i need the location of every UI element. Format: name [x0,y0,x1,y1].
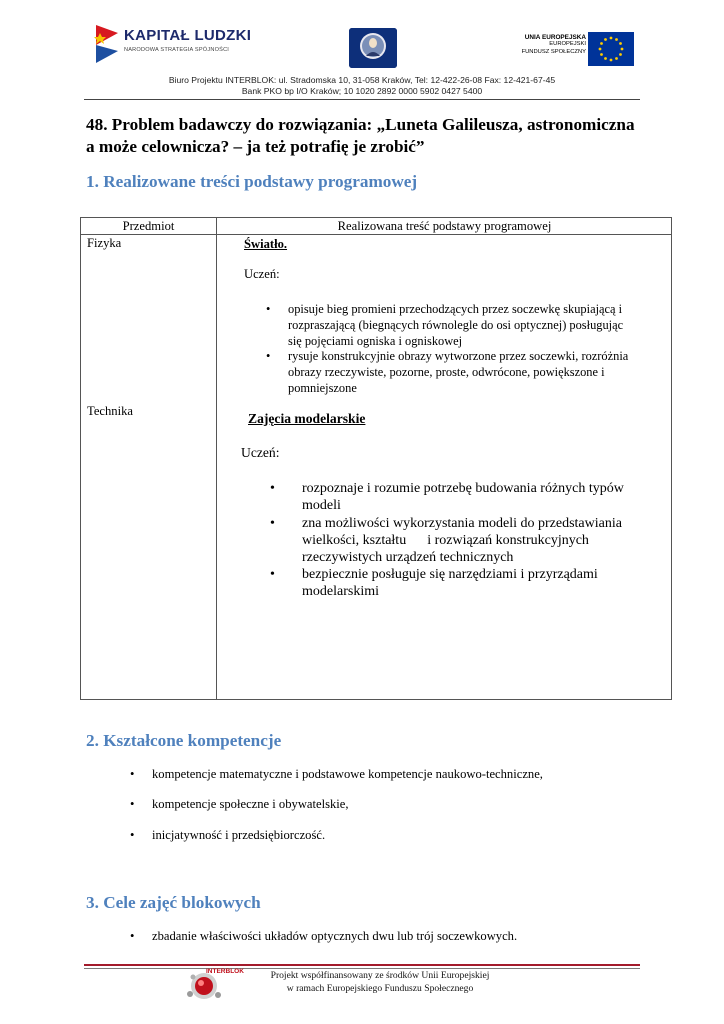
eu-flag-logo [510,32,634,68]
section2-heading: 2. Kształcone kompetencje [86,731,282,750]
bullet1-1-line2: rozpraszającą (biegnących równolegle do osi optycznej) posługując [288,318,624,332]
section3-heading: 3. Cele zajęć blokowych [86,893,261,912]
school-emblem-icon [349,28,397,68]
topic-modelling: Zajęcia modelarskie [248,411,366,426]
bank-line: Bank PKO bp I/O Kraków; 10 1020 2892 0000 5902 0427 5400 [241,86,483,96]
address-line: Biuro Projektu INTERBLOK: ul. Stradomska 10, 31-058 Kraków, Tel: 12-422-26-08 Fax: 12-421-67-45 [168,75,556,85]
competence-2: kompetencje społeczne i obywatelskie, [152,797,349,811]
list-item: • bezpiecznie posługuje się narzędziami i przyrządami modelarskimi [270,567,598,599]
table-header-content: Realizowana treść podstawy programowej [337,219,552,233]
bullet1-2-line1: rysuje konstrukcyjnie obrazy wytworzone przez soczewki, rozróżnia [288,349,629,363]
list-item: • zbadanie właściwości układów optycznych dwu lub trój soczewkowych. [130,929,518,943]
topic-light: Światło. [244,237,288,251]
bullet1-2-line2: obrazy rzeczywiste, pozorne, proste, odwrócone, powiększone i [288,365,605,379]
competence-3: inicjatywność i przedsiębiorczość. [152,828,326,842]
bullet2-1-line1: rozpoznaje i rozumie potrzebę budowania różnych typów [302,481,624,496]
list-item: • kompetencje matematyczne i podstawowe kompetencje naukowo-techniczne, [130,767,543,781]
kapital-ludzki-flag-icon [94,23,120,65]
list-item: • kompetencje społeczne i obywatelskie, [130,797,349,811]
bullet2-2-line1: zna możliwości wykorzystania modeli do przedstawiania [302,516,622,531]
page-title [86,114,646,158]
subject-physics: Fizyka [87,236,122,250]
bullet1-2-line3: pomniejszone [288,381,357,395]
logo-kl-subtitle: NARODOWA STRATEGIA SPÓJNOŚCI [124,47,230,53]
subject-technology: Technika [87,404,133,418]
student-label-2: Uczeń: [241,445,280,460]
list-item: • rysuje konstrukcyjnie obrazy wytworzone przez soczewki, rozróżnia obrazy rzeczywiste, pozorne, proste, odwrócone, powiększone i pomniejszone [266,349,629,395]
list-item: • zna możliwości wykorzystania modeli do przedstawiania wielkości, kształtu i rozwiązań konstrukcyjnych rzeczywistych urządzeń technicznych [270,516,622,565]
interblok-logo-text: INTERBLOK [206,968,244,975]
interblok-logo [176,968,246,1002]
logo-kl-title: KAPITAŁ LUDZKI [124,27,252,44]
header-divider [84,99,640,100]
footer-line-1: Projekt współfinansowany ze środków Unii Europejskiej [270,970,490,981]
section1-heading: 1. Realizowane treści podstawy programowej [86,172,418,191]
footer-line-2: w ramach Europejskiego Funduszu Społecznego [286,983,474,994]
school-emblem-logo [349,28,397,68]
kapital-ludzki-logo [94,21,252,69]
title-line-1: 48. Problem badawczy do rozwiązania: „Luneta Galileusza, astronomiczna [86,115,635,134]
footer-divider-red [84,964,640,966]
table-column-divider [216,218,217,699]
bullet1-1-line3: się pojęciami ogniska i ogniskowej [288,334,463,348]
title-line-2: a może celownicza? – ja też potrafię je zrobić” [86,137,425,156]
list-item: • rozpoznaje i rozumie potrzebę budowania różnych typów modeli [270,481,624,513]
list-item: • opisuje bieg promieni przechodzących przez soczewkę skupiającą i rozpraszającą (biegnących równolegle do osi optycznej) posługując się pojęciami ogniska i ogniskowej [266,302,624,348]
bullet2-2-line3: rzeczywistych urządzeń technicznych [302,550,514,565]
competence-1: kompetencje matematyczne i podstawowe kompetencje naukowo-techniczne, [152,767,543,781]
eu-logo-line1: UNIA EUROPEJSKA [524,34,586,41]
table-header-subject: Przedmiot [122,219,175,233]
bullet2-1-line2: modeli [302,498,341,513]
eu-logo-line2: EUROPEJSKI [549,41,586,48]
eu-logo-line3: FUNDUSZ SPOŁECZNY [521,48,586,55]
curriculum-table [80,217,672,700]
bullet1-1-line1: opisuje bieg promieni przechodzących przez soczewkę skupiającą i [288,302,623,316]
table-header-divider [81,234,671,235]
student-label-1: Uczeń: [244,267,280,281]
list-item: • inicjatywność i przedsiębiorczość. [130,828,326,842]
bullet2-2-line2: wielkości, kształtu i rozwiązań konstrukcyjnych [302,533,589,548]
eu-stars-icon [588,32,634,66]
goal-1: zbadanie właściwości układów optycznych dwu lub trój soczewkowych. [152,929,518,943]
bullet2-3-line2: modelarskimi [302,584,379,599]
bullet2-3-line1: bezpiecznie posługuje się narzędziami i przyrządami [302,567,598,582]
